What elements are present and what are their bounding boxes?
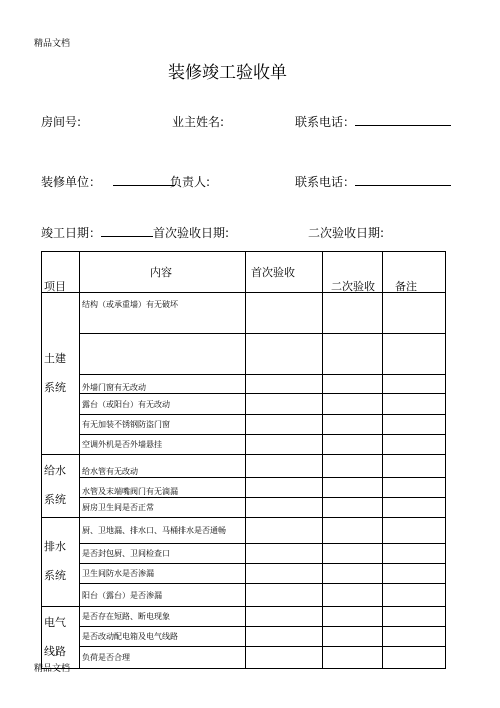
- second-check-cell: [323, 518, 383, 544]
- note-cell: [383, 518, 446, 544]
- table-row: [42, 293, 446, 334]
- item-cell: 厨、卫地漏、排水口、马桶排水是否通畅: [80, 518, 246, 544]
- page-title: 装修竣工验收单: [168, 63, 287, 83]
- phone-label-1: 联系电话：: [295, 115, 356, 129]
- header-content-cell: [80, 252, 246, 293]
- note-cell: [383, 478, 446, 498]
- note-cell: [383, 544, 446, 564]
- item-cell: 厨房卫生间是否正常: [80, 498, 246, 518]
- table-row: [42, 647, 446, 669]
- owner-name-label: 业主姓名:: [172, 115, 225, 129]
- table-row: [42, 518, 446, 544]
- item-cell: 给水管有无改动: [80, 455, 246, 478]
- second-date-label: 二次验收日期:: [308, 226, 385, 240]
- table-row: [42, 478, 446, 498]
- item-cell: 是否封包厨、卫间检查口: [80, 544, 246, 564]
- group-label-bottom: 系统: [44, 493, 66, 506]
- table-row: [42, 564, 446, 584]
- phone-field-1: [295, 113, 451, 130]
- header-first: 首次验收: [251, 266, 295, 279]
- second-check-cell: [323, 334, 383, 375]
- group-label-bottom: 系统: [44, 380, 66, 394]
- note-cell: [383, 293, 446, 334]
- second-check-cell: [323, 435, 383, 455]
- note-cell: [383, 498, 446, 518]
- group-label-top: 给水: [44, 464, 66, 478]
- acceptance-table: [41, 251, 446, 669]
- table-row: [42, 498, 446, 518]
- note-cell: [383, 607, 446, 627]
- header-second-cell: [323, 252, 383, 293]
- second-check-cell: [323, 455, 383, 478]
- first-check-cell: [246, 627, 323, 647]
- second-check-cell: [323, 293, 383, 334]
- second-check-cell: [323, 607, 383, 627]
- second-check-cell: [323, 375, 383, 394]
- group-label-water-supply: [42, 455, 80, 518]
- group-label-top: 电气: [44, 615, 66, 629]
- header-note: 精品文档: [34, 39, 71, 49]
- item-cell: 是否存在短路、断电现象: [80, 607, 246, 627]
- item-cell: 露台（或阳台）有无改动: [80, 394, 246, 415]
- first-date-label: 首次验收日期:: [153, 226, 230, 240]
- table-row: [42, 415, 446, 435]
- note-cell: [383, 415, 446, 435]
- phone-blank-2: [355, 175, 451, 186]
- item-cell: 阳台（露台）是否渗漏: [80, 584, 246, 607]
- item-cell: 负荷是否合理: [80, 647, 246, 669]
- table-row: [42, 627, 446, 647]
- first-check-cell: [246, 544, 323, 564]
- item-cell: 有无加装不锈钢防盗门窗: [80, 415, 246, 435]
- table-row: [42, 334, 446, 375]
- responsible-label: 负责人:: [170, 175, 211, 189]
- footer-note: 精品文档: [34, 664, 71, 674]
- note-cell: [383, 647, 446, 669]
- second-check-cell: [323, 584, 383, 607]
- table-row: [42, 375, 446, 394]
- second-check-cell: [323, 498, 383, 518]
- phone-blank-1: [355, 115, 451, 126]
- first-check-cell: [246, 394, 323, 415]
- header-project: 项目: [44, 280, 66, 293]
- header-first-cell: [246, 252, 323, 293]
- group-label-top: 排水: [44, 540, 66, 554]
- group-label-drainage: [42, 518, 80, 607]
- room-no-label: 房间号:: [41, 115, 82, 129]
- first-check-cell: [246, 334, 323, 375]
- header-note: 备注: [395, 280, 417, 293]
- note-cell: [383, 564, 446, 584]
- group-label-electrical: [42, 607, 80, 669]
- item-cell: 结构（或承重墙）有无破坏: [80, 293, 246, 334]
- note-cell: [383, 375, 446, 394]
- table-row: [42, 435, 446, 455]
- group-label-civil: [42, 293, 80, 455]
- note-cell: [383, 435, 446, 455]
- table-row: [42, 455, 446, 478]
- note-cell: [383, 334, 446, 375]
- item-cell: 外墙门窗有无改动: [80, 375, 246, 394]
- phone-field-2: [295, 173, 451, 190]
- header-second: 二次验收: [331, 280, 375, 293]
- first-check-cell: [246, 435, 323, 455]
- first-check-cell: [246, 455, 323, 478]
- note-cell: [383, 584, 446, 607]
- completion-date-field: [41, 224, 229, 241]
- table-row: [42, 584, 446, 607]
- first-check-cell: [246, 415, 323, 435]
- company-label: 装修单位：: [41, 175, 102, 189]
- first-check-cell: [246, 647, 323, 669]
- note-cell: [383, 627, 446, 647]
- second-check-cell: [323, 415, 383, 435]
- second-check-cell: [323, 647, 383, 669]
- first-check-cell: [246, 607, 323, 627]
- second-check-cell: [323, 627, 383, 647]
- group-label-bottom: 线路: [44, 644, 66, 658]
- completion-date-blank: [101, 226, 153, 237]
- completion-date-label: 竣工日期：: [41, 226, 102, 240]
- header-content: 内容: [150, 266, 172, 279]
- table-row: [42, 544, 446, 564]
- header-note-cell: [383, 252, 446, 293]
- first-check-cell: [246, 293, 323, 334]
- first-check-cell: [246, 564, 323, 584]
- item-cell: 水管及末端嘴阀门有无滴漏: [80, 478, 246, 498]
- second-check-cell: [323, 394, 383, 415]
- group-label-bottom: 系统: [44, 569, 66, 582]
- company-blank: [113, 175, 175, 186]
- company-field: [41, 173, 175, 190]
- header-project-cell: [42, 252, 80, 293]
- second-check-cell: [323, 564, 383, 584]
- second-check-cell: [323, 478, 383, 498]
- note-cell: [383, 394, 446, 415]
- first-check-cell: [246, 584, 323, 607]
- item-cell: 卫生间防水是否渗漏: [80, 564, 246, 584]
- item-cell: 是否改动配电箱及电气线路: [80, 627, 246, 647]
- first-check-cell: [246, 375, 323, 394]
- group-label-top: 土建: [44, 351, 66, 365]
- note-cell: [383, 455, 446, 478]
- second-check-cell: [323, 544, 383, 564]
- table-row: [42, 607, 446, 627]
- first-check-cell: [246, 498, 323, 518]
- item-cell: 空调外机是否外墙悬挂: [80, 435, 246, 455]
- first-check-cell: [246, 478, 323, 498]
- phone-label-2: 联系电话：: [295, 175, 356, 189]
- item-cell: [80, 334, 246, 375]
- first-check-cell: [246, 518, 323, 544]
- table-row: [42, 394, 446, 415]
- table-header-row: [42, 252, 446, 293]
